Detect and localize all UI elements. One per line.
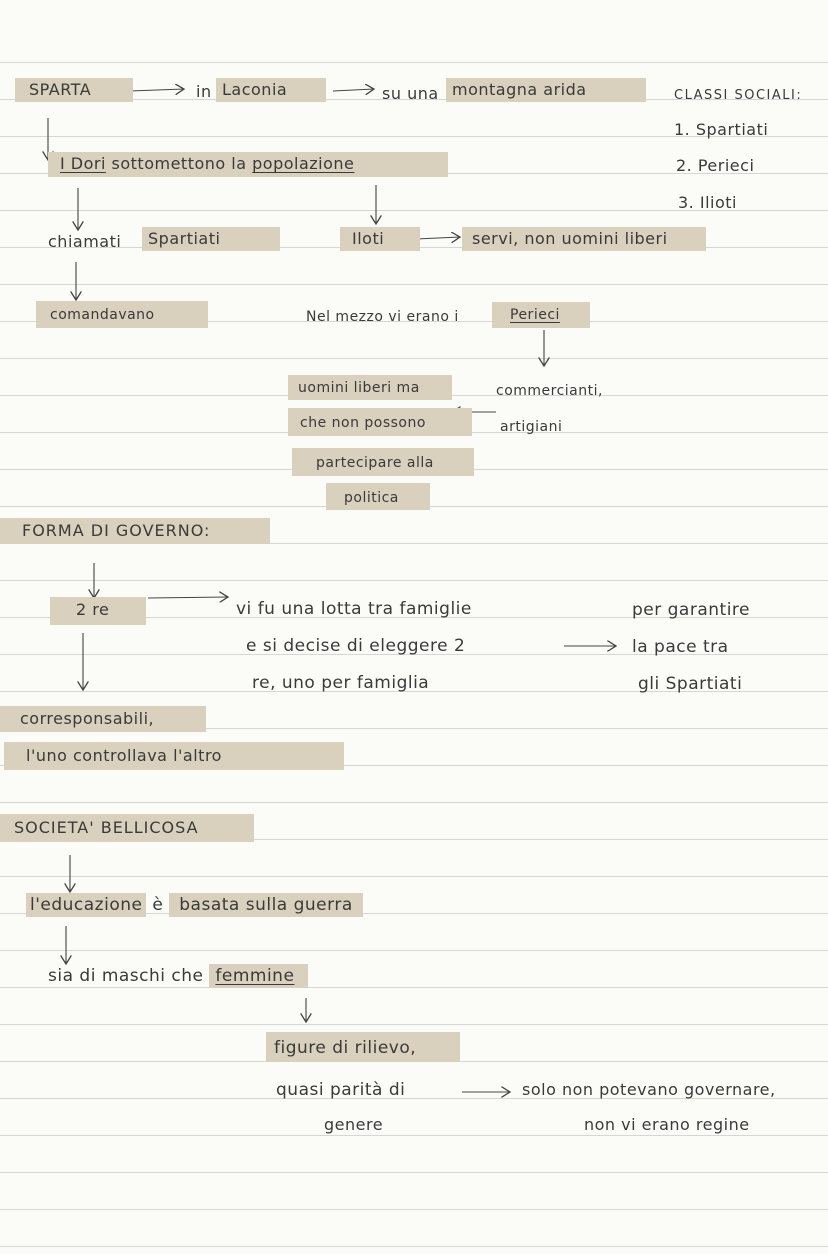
lotta-line-2: e si decise di eleggere 2 <box>246 636 466 656</box>
basata-label: basata sulla guerra <box>169 893 363 917</box>
non-possono-label: che non possono <box>288 408 472 436</box>
femmine-label: femmine <box>209 964 308 988</box>
arrow-re-lotta <box>148 597 228 598</box>
arrow-sparta-laconia <box>130 89 184 91</box>
spartiati-label: Spartiati <box>142 227 280 251</box>
dori-prefix: I Dori <box>60 154 106 173</box>
governo-title: FORMA DI GOVERNO: <box>0 518 270 544</box>
per-line-2: la pace tra <box>632 637 729 657</box>
educazione-label: l'educazione <box>26 893 146 917</box>
per-line-1: per garantire <box>632 600 750 620</box>
iloti-label: Iloti <box>340 227 420 251</box>
servi-label: servi, non uomini liberi <box>462 227 706 251</box>
nel-mezzo-label: Nel mezzo vi erano i <box>306 309 459 325</box>
solo-label: solo non potevano governare, <box>522 1080 776 1099</box>
laconia-label: Laconia <box>216 78 326 102</box>
dori-rest: sottomettono la <box>111 154 247 173</box>
uomini-liberi-label: uomini liberi ma <box>288 375 452 400</box>
classi-title: CLASSI SOCIALI: <box>674 88 803 103</box>
dori-box <box>48 152 448 177</box>
lotta-line-1: vi fu una lotta tra famiglie <box>236 599 472 619</box>
sia-label: sia di maschi che <box>48 966 204 986</box>
partecipare-label: partecipare alla <box>292 448 474 476</box>
artigiani-label: artigiani <box>500 419 563 435</box>
e-label: è <box>152 895 164 915</box>
in-label: in <box>196 82 212 101</box>
classi-item-1: 1. Spartiati <box>674 120 769 139</box>
comandavano-label: comandavano <box>36 301 208 328</box>
arrow-iloti-servi <box>416 237 460 239</box>
regine-label: non vi erano regine <box>584 1115 750 1134</box>
controllava-label: l'uno controllava l'altro <box>4 742 344 770</box>
su-una-label: su una <box>382 84 439 103</box>
politica-label: politica <box>326 483 430 510</box>
societa-title: SOCIETA' BELLICOSA <box>0 814 254 842</box>
commercianti-label: commercianti, <box>496 383 603 399</box>
perieci-label: Perieci <box>492 302 590 328</box>
due-re-label: 2 re <box>50 597 146 625</box>
chiamati-label: chiamati <box>48 232 122 251</box>
montagna-label: montagna arida <box>446 78 646 102</box>
popolazione-label: popolazione <box>252 154 355 173</box>
quasi-label: quasi parità di <box>276 1080 406 1100</box>
corresponsabili-label: corresponsabili, <box>0 706 206 732</box>
genere-label: genere <box>324 1115 384 1134</box>
per-line-3: gli Spartiati <box>638 674 743 694</box>
sia-row <box>48 966 308 986</box>
lotta-line-3: re, uno per famiglia <box>252 673 430 693</box>
classi-item-3: 3. Ilioti <box>678 193 737 212</box>
figure-label: figure di rilievo, <box>266 1032 460 1062</box>
sparta-title: SPARTA <box>15 78 133 102</box>
arrow-laconia-montagna <box>333 89 374 91</box>
educazione-row <box>26 895 363 915</box>
classi-item-2: 2. Perieci <box>676 156 755 175</box>
